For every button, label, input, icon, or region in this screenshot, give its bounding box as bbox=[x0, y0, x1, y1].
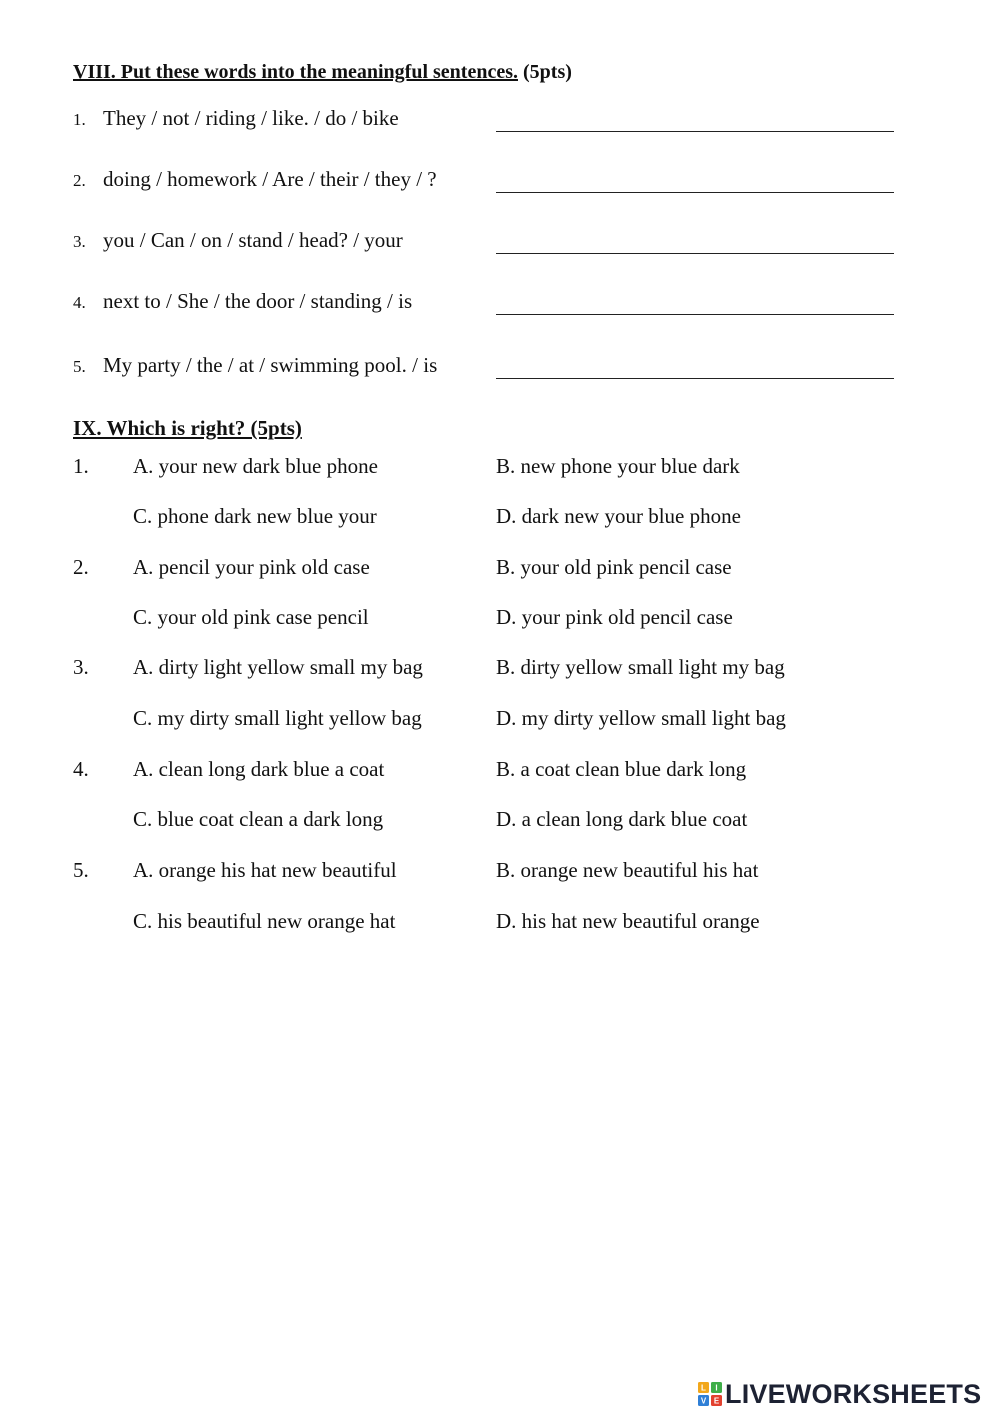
mc-1-option-d[interactable]: D. dark new your blue phone bbox=[496, 504, 741, 528]
mc-3-option-d[interactable]: D. my dirty yellow small light bag bbox=[496, 706, 786, 730]
mc-2-option-b[interactable]: B. your old pink pencil case bbox=[496, 555, 732, 579]
mc-question-4-number: 4. bbox=[73, 757, 89, 781]
liveworksheets-logo[interactable] bbox=[698, 1379, 981, 1409]
question-number: 4. bbox=[73, 293, 86, 312]
mc-1-option-a[interactable]: A. your new dark blue phone bbox=[133, 454, 378, 478]
mc-1-option-b[interactable]: B. new phone your blue dark bbox=[496, 454, 740, 478]
question-number: 5. bbox=[73, 357, 86, 376]
answer-input-1[interactable] bbox=[496, 106, 894, 132]
scrambled-words: My party / the / at / swimming pool. / is bbox=[103, 353, 438, 377]
svg-text:E: E bbox=[713, 1396, 720, 1406]
scrambled-words: They / not / riding / like. / do / bike bbox=[103, 106, 399, 130]
scrambled-words: next to / She / the door / standing / is bbox=[103, 289, 413, 313]
scrambled-words: you / Can / on / stand / head? / your bbox=[103, 228, 403, 252]
reorder-question-2 bbox=[73, 167, 903, 197]
reorder-question-4 bbox=[73, 289, 903, 319]
scrambled-words: doing / homework / Are / their / they / ? bbox=[103, 167, 437, 191]
mc-question-3-number: 3. bbox=[73, 655, 89, 679]
reorder-question-1 bbox=[73, 106, 903, 136]
section-8-points: (5pts) bbox=[523, 61, 572, 83]
svg-text:V: V bbox=[700, 1396, 707, 1406]
mc-3-option-a[interactable]: A. dirty light yellow small my bag bbox=[133, 655, 423, 679]
mc-2-option-c[interactable]: C. your old pink case pencil bbox=[133, 605, 369, 629]
question-number: 2. bbox=[73, 171, 86, 190]
section-8-heading: VIII. Put these words into the meaningful sentences. bbox=[73, 61, 518, 83]
mc-3-option-b[interactable]: B. dirty yellow small light my bag bbox=[496, 655, 785, 679]
answer-input-3[interactable] bbox=[496, 228, 894, 254]
mc-4-option-b[interactable]: B. a coat clean blue dark long bbox=[496, 757, 747, 781]
reorder-question-5 bbox=[73, 353, 903, 383]
answer-input-5[interactable] bbox=[496, 353, 894, 379]
mc-4-option-d[interactable]: D. a clean long dark blue coat bbox=[496, 807, 748, 831]
mc-4-option-a[interactable]: A. clean long dark blue a coat bbox=[133, 757, 385, 781]
answer-input-2[interactable] bbox=[496, 167, 894, 193]
question-number: 3. bbox=[73, 232, 86, 251]
logo-text: LIVEWORKSHEETS bbox=[725, 1378, 982, 1409]
section-9-title: IX. Which is right? (5pts) bbox=[73, 416, 302, 440]
reorder-question-3 bbox=[73, 228, 903, 258]
mc-2-option-d[interactable]: D. your pink old pencil case bbox=[496, 605, 733, 629]
mc-3-option-c[interactable]: C. my dirty small light yellow bag bbox=[133, 706, 422, 730]
answer-input-4[interactable] bbox=[496, 289, 894, 315]
mc-question-2-number: 2. bbox=[73, 555, 89, 579]
mc-4-option-c[interactable]: C. blue coat clean a dark long bbox=[133, 807, 384, 831]
mc-5-option-b[interactable]: B. orange new beautiful his hat bbox=[496, 858, 759, 882]
section-8-title bbox=[73, 61, 572, 84]
mc-question-5-number: 5. bbox=[73, 858, 89, 882]
mc-5-option-d[interactable]: D. his hat new beautiful orange bbox=[496, 909, 760, 933]
svg-text:L: L bbox=[701, 1383, 706, 1393]
mc-5-option-c[interactable]: C. his beautiful new orange hat bbox=[133, 909, 396, 933]
mc-5-option-a[interactable]: A. orange his hat new beautiful bbox=[133, 858, 397, 882]
mc-1-option-c[interactable]: C. phone dark new blue your bbox=[133, 504, 377, 528]
liveworksheets-logo-icon bbox=[698, 1382, 722, 1406]
svg-text:I: I bbox=[715, 1383, 718, 1393]
mc-2-option-a[interactable]: A. pencil your pink old case bbox=[133, 555, 370, 579]
mc-question-1-number: 1. bbox=[73, 454, 89, 478]
question-number: 1. bbox=[73, 110, 86, 129]
